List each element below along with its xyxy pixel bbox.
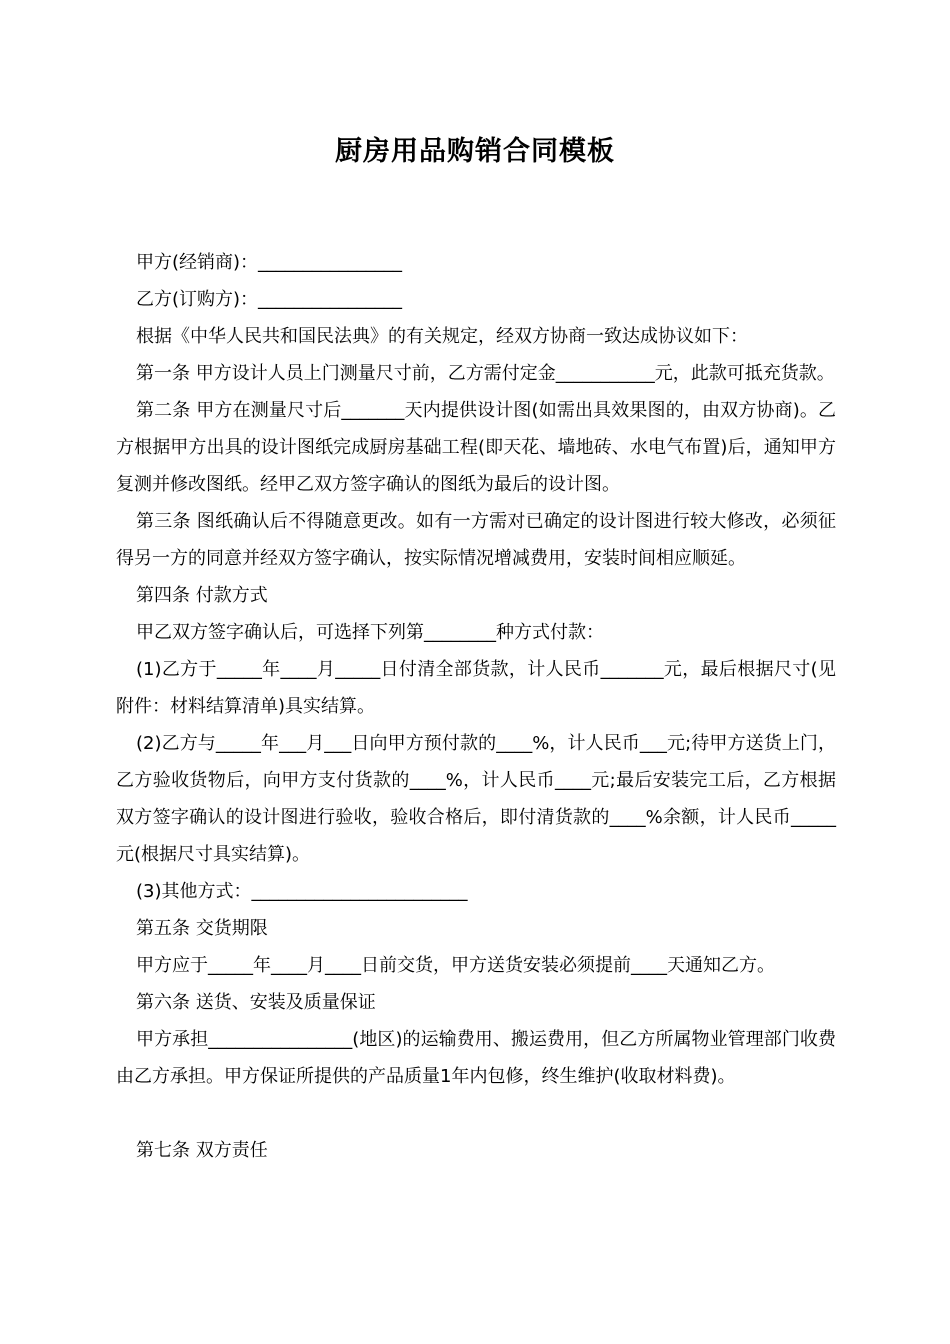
article-4-intro: 甲乙双方签字确认后，可选择下列第________种方式付款： xyxy=(136,622,604,643)
article-7-title: 第七条 双方责任 xyxy=(136,1140,268,1161)
article-4-option-3: (3)其他方式：________________________ xyxy=(136,881,468,902)
article-4-option-2: (2)乙方与_____年___月___日向甲方预付款的____%，计人民币___元;待甲方送货上门，乙方验收货物后，向甲方支付货款的____%，计人民币____元;最后安装完工后，乙方根据双方签字确认的设计图进行验收，验收合格后，即付清货款的____%余额，计人民币_____元(根据尺寸具实结算)。 xyxy=(116,733,836,865)
article-4-title: 第四条 付款方式 xyxy=(136,585,268,606)
article-4-option-1: (1)乙方于_____年____月_____日付清全部货款，计人民币_______元，最后根据尺寸(见附件：材料结算清单)具实结算。 xyxy=(116,659,836,717)
article-2: 第二条 甲方在测量尺寸后_______天内提供设计图(如需出具效果图的，由双方协商)。乙方根据甲方出具的设计图纸完成厨房基础工程(即天花、墙地砖、水电气布置)后，通知甲方复测并修改图纸。经甲乙双方签字确认的图纸为最后的设计图。 xyxy=(116,400,836,495)
article-1: 第一条 甲方设计人员上门测量尺寸前，乙方需付定金___________元，此款可抵充货款。 xyxy=(136,363,835,384)
blank-spacer xyxy=(116,1095,836,1132)
article-3: 第三条 图纸确认后不得随意更改。如有一方需对已确定的设计图进行较大修改，必须征得另一方的同意并经双方签字确认，按实际情况增减费用，安装时间相应顺延。 xyxy=(116,511,836,569)
party-b-line: 乙方(订购方)：________________ xyxy=(136,289,403,310)
article-5-title: 第五条 交货期限 xyxy=(136,918,268,939)
article-6-body: 甲方承担________________(地区)的运输费用、搬运费用，但乙方所属物业管理部门收费由乙方承担。甲方保证所提供的产品质量1年内包修，终生维护(收取材料费)。 xyxy=(116,1029,836,1087)
party-a-line: 甲方(经销商)：________________ xyxy=(136,252,403,273)
contract-body xyxy=(116,244,836,1169)
article-6-title: 第六条 送货、安装及质量保证 xyxy=(136,992,376,1013)
article-5-body: 甲方应于_____年____月____日前交货，甲方送货安装必须提前____天通知乙方。 xyxy=(136,955,775,976)
document-title: 厨房用品购销合同模板 xyxy=(335,136,615,167)
legal-basis: 根据《中华人民共和国民法典》的有关规定，经双方协商一致达成协议如下： xyxy=(136,326,748,347)
